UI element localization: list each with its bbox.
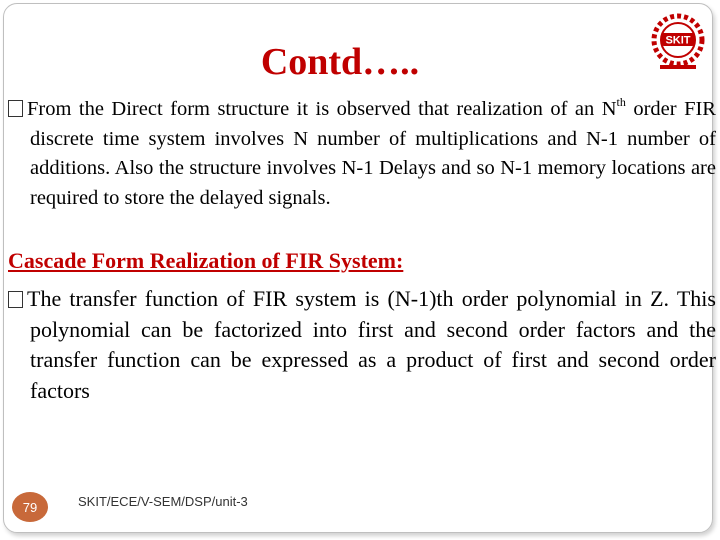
section-heading: Cascade Form Realization of FIR System: [8,248,404,273]
bullet-box-icon [8,291,23,308]
paragraph-cascade-form [8,284,716,406]
superscript-th: th [616,95,626,109]
page-number-badge: 79 [12,492,48,522]
paragraph-direct-form [8,95,716,213]
paragraph2-text: The transfer function of FIR system is (N-1)th order polynomial in Z. This polynomial can be factorized into first and second order factors and the transfer function can be expressed as a product of first and second order factors [27,286,716,403]
slide-title: Contd….. [260,41,420,83]
paragraph1-text: From the Direct form structure it is observed that realization of an N [27,98,617,120]
skit-logo-icon [648,12,708,72]
logo-text: SKIT [665,34,691,47]
paragraph1-rest: order FIR discrete time system involves N number of multiplications and N-1 number of additions. Also the structure involves N-1 Delays and so N-1 memory locations are required to store the delayed signals. [30,98,716,209]
bullet-box-icon [8,100,23,117]
slide-footer: SKIT/ECE/V-SEM/DSP/unit-3 [78,494,248,509]
